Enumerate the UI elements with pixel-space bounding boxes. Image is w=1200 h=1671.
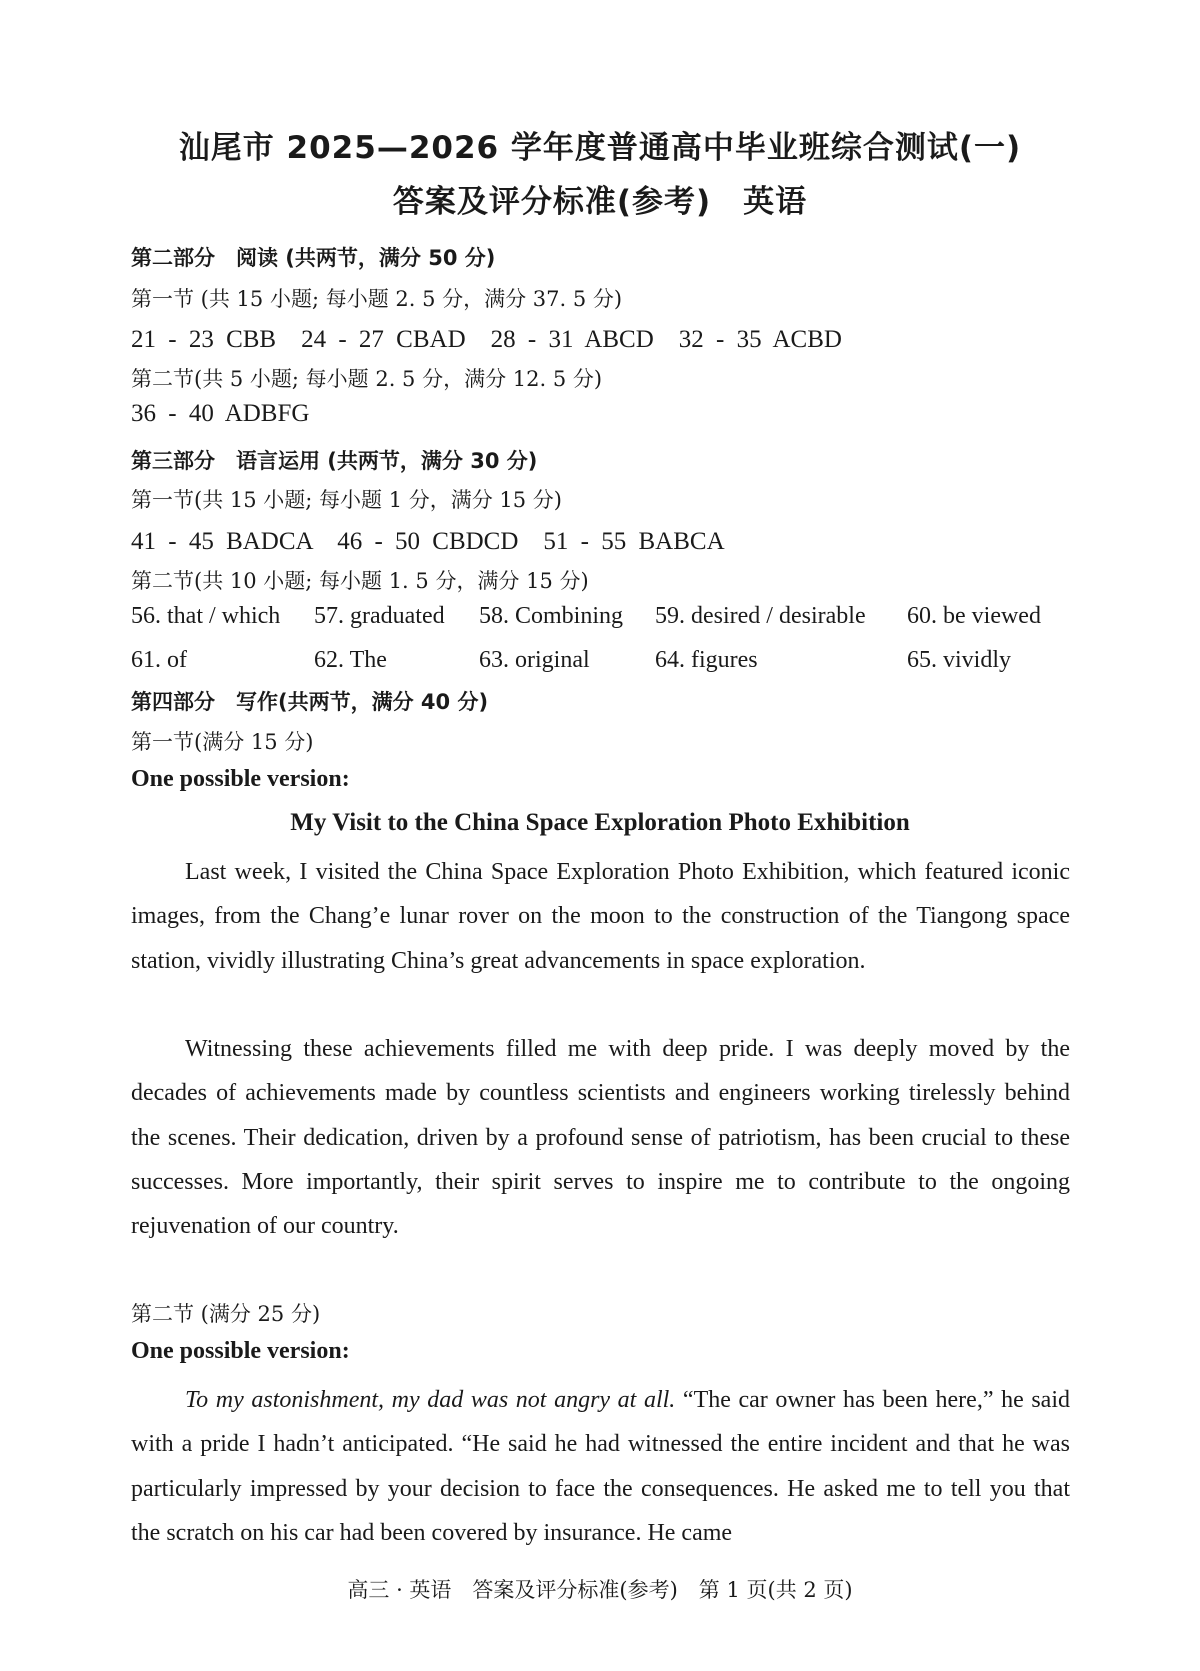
fill-answer-60: 60. be viewed (907, 603, 1041, 629)
part4-heading: 第四部分 写作(共两节，满分 40 分) (131, 690, 489, 714)
fill-answer-58: 58. Combining (479, 603, 624, 629)
part2-section1-answers: 21 - 23 CBB 24 - 27 CBAD 28 - 31 ABCD 32 - 35 ACBD (131, 326, 842, 353)
fill-answer-64: 64. figures (655, 647, 758, 673)
page-footer: 高三 · 英语 答案及评分标准(参考) 第 1 页(共 2 页) (347, 1578, 853, 1602)
fill-answer-62: 62. The (314, 647, 387, 673)
fill-answer-56: 56. that / which (131, 603, 281, 629)
essay-paragraph-1: Last week, I visited the China Space Exploration Photo Exhibition, which featured iconic images, from the Chang’e lunar rover on the moon to the construction of the Tiangong space station, vividly illustrating China’s great advancements in space exploration. (131, 859, 1070, 974)
part2-section1-label: 第一节 (共 15 小题; 每小题 2. 5 分，满分 37. 5 分) (131, 287, 623, 311)
part2-section2-label: 第二节(共 5 小题; 每小题 2. 5 分，满分 12. 5 分) (131, 367, 603, 391)
continuation-paragraph (131, 1378, 1070, 1555)
fill-answer-59: 59. desired / desirable (655, 603, 866, 629)
fill-answer-57: 57. graduated (314, 603, 445, 629)
part2-heading: 第二部分 阅读 (共两节，满分 50 分) (131, 246, 496, 270)
continuation-opening-sentence: To my astonishment, my dad was not angry at all. (185, 1387, 676, 1413)
part3-heading: 第三部分 语言运用 (共两节，满分 30 分) (131, 449, 538, 473)
document-title: 汕尾市 2025—2026 学年度普通高中毕业班综合测试(一) (178, 130, 1022, 166)
part4-section2-possible-label: One possible version: (131, 1338, 350, 1364)
essay-title: My Visit to the China Space Exploration Photo Exhibition (290, 809, 910, 836)
document-subtitle: 答案及评分标准(参考) 英语 (392, 184, 808, 220)
fill-answer-63: 63. original (479, 647, 590, 673)
part3-section2-label: 第二节(共 10 小题; 每小题 1. 5 分，满分 15 分) (131, 569, 589, 593)
continuation-text: “The car owner has been here,” he said with a pride I hadn’t anticipated. “He said he had witnessed the entire incident and that he was particularly impressed by your decision to face the consequences. He asked me to tell you that the scratch on his car had been covered by insurance. He came (131, 1387, 1071, 1546)
part4-section1-label: 第一节(满分 15 分) (131, 730, 314, 754)
part3-section1-answers: 41 - 45 BADCA 46 - 50 CBDCD 51 - 55 BABCA (131, 528, 725, 555)
part4-section2-label: 第二节 (满分 25 分) (131, 1302, 321, 1326)
part4-section1-possible-label: One possible version: (131, 766, 350, 792)
fill-answer-65: 65. vividly (907, 647, 1012, 673)
part2-section2-answers: 36 - 40 ADBFG (131, 400, 310, 427)
fill-answer-61: 61. of (131, 647, 187, 673)
essay-paragraph-2: Witnessing these achievements filled me with deep pride. I was deeply moved by the decades of achievements made by countless scientists and engineers working tirelessly behind the scenes. Their dedication, driven by a profound sense of patriotism, has been crucial to these successes. More importantly, their spirit serves to inspire me to contribute to the ongoing rejuvenation of our country. (131, 1036, 1070, 1240)
part3-section1-label: 第一节(共 15 小题; 每小题 1 分，满分 15 分) (131, 488, 562, 512)
